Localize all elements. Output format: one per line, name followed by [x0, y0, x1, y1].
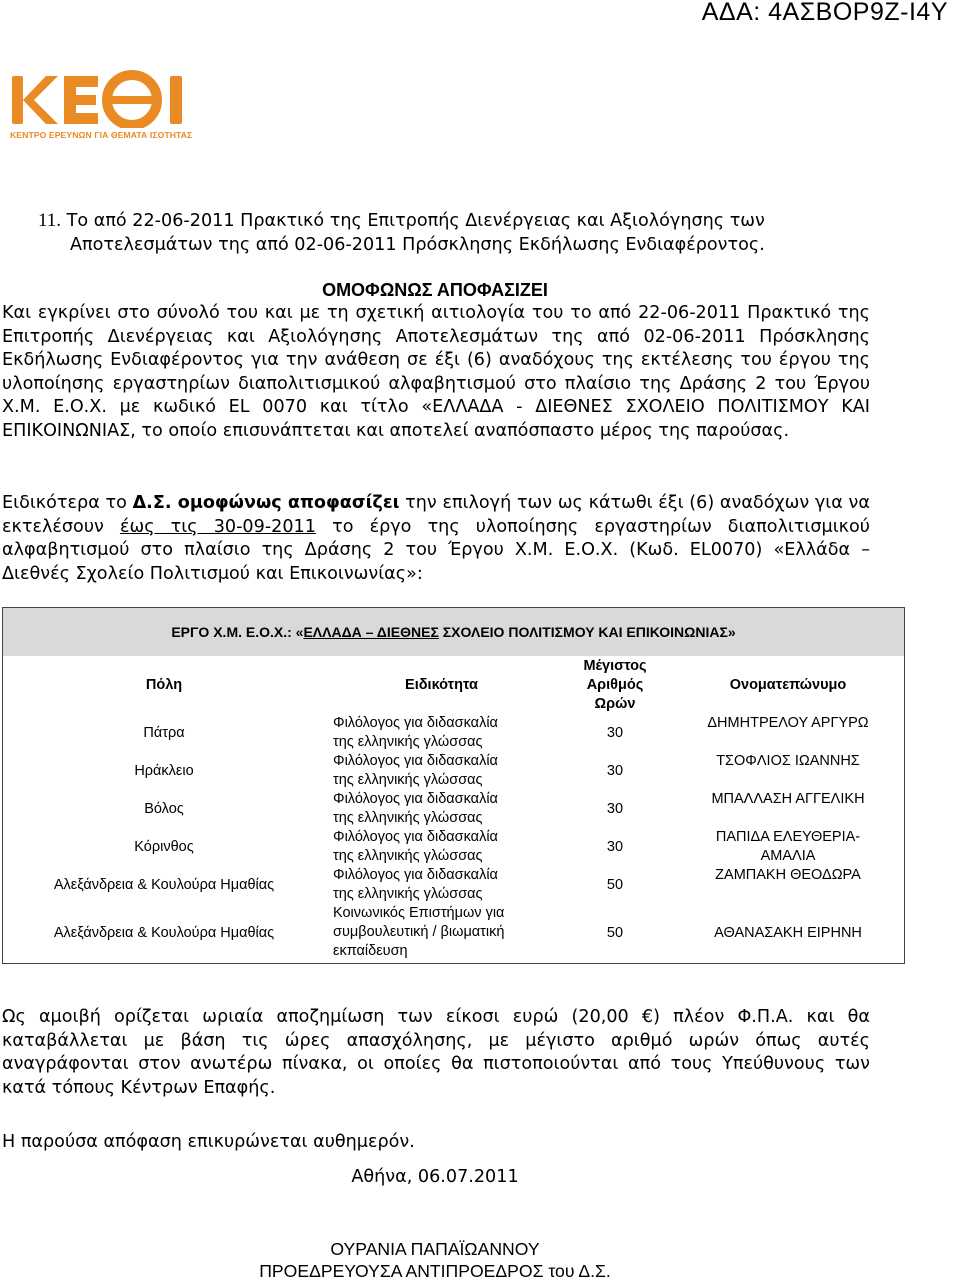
keth-logo-icon: [10, 70, 210, 128]
col-header-name: Ονοματεπώνυμο: [729, 677, 847, 693]
cell-hours: 30: [606, 839, 624, 855]
paragraph-compensation: Ως αμοιβή ορίζεται ωριαία αποζημίωση των είκοσι ευρώ (20,00 €) πλέον Φ.Π.Α. και θα καταβάλλεται με βάση τις ώρες απασχόλησης, με μέγιστο αριθμό ωρών όπως αυτές αναγράφονται στον ανωτέρω πίνακα, οι οποίες θα πιστοποιούνται από τους Υπεύθυνους των κατά τόπους Κέντρων Επαφής.: [2, 1007, 870, 1098]
p2-part3: την επιλογή των ως κάτωθι έξι (6) αναδόχων για να εκτελέσουν: [2, 493, 870, 537]
table-title-suffix: ΣΧΟΛΕΙΟ ΠΟΛΙΤΙΣΜΟΥ ΚΑΙ ΕΠΙΚΟΙΝΩΝΙΑΣ»: [438, 624, 736, 640]
p2-decision-bold: Δ.Σ. ομοφώνως αποφασίζει: [132, 493, 400, 513]
cell-city: Κόρινθος: [134, 839, 194, 855]
p2-deadline: έως τις 30-09-2011: [119, 516, 316, 537]
document-date: Αθήνα, 06.07.2011: [351, 1167, 519, 1187]
cell-hours: 50: [606, 925, 624, 941]
cell-specialty-l2: της ελληνικής γλώσσας: [333, 810, 483, 826]
cell-city: Αλεξάνδρεια & Κουλούρα Ημαθίας: [53, 877, 275, 893]
cell-specialty-l1: Φιλόλογος για διδασκαλία: [333, 791, 498, 807]
logo-subtitle: ΚΕΝΤΡΟ ΕΡΕΥΝΩΝ ΓΙΑ ΘΕΜΑΤΑ ΙΣΟΤΗΤΑΣ: [10, 130, 193, 140]
col-header-specialty: Ειδικότητα: [405, 677, 478, 693]
cell-specialty-l1: Φιλόλογος για διδασκαλία: [333, 867, 498, 883]
item-11: [38, 209, 873, 257]
cell-name: [672, 790, 904, 828]
paragraph-selection: [2, 492, 870, 586]
cell-name: [672, 828, 904, 866]
contractors-table: [2, 607, 905, 964]
paragraph-approval: Και εγκρίνει στο σύνολό του και με τη σχετική αιτιολογία του το από 22-06-2011 Πρακτικό της Επιτροπής Διενέργειας και Αξιολόγησης Αποτελεσμάτων της από 02-06-2011 Πρόσκλησης Εκδήλωσης Ενδιαφέροντος για την ανάθεση σε έξι (6) αναδόχους της εκτέλεσης του έργου της υλοποίησης εργαστηρίων διαπολιτισμικού αλφαβητισμού στο πλαίσιο της Δράσης 2 του Έργου Χ.Μ. Ε.Ο.Χ. με κωδικό EL 0070 και τίτλο «ΕΛΛΑΔΑ - ΔΙΕΘΝΕΣ ΣΧΟΛΕΙΟ ΠΟΛΙΤΙΣΜΟΥ ΚΑΙ ΕΠΙΚΟΙΝΩΝΙΑΣ, το οποίο επισυνάπτεται και αποτελεί αναπόσπαστο μέρος της παρούσας.: [2, 303, 870, 441]
table-row: [3, 790, 904, 828]
cell-name-l1: ΖΑΜΠΑΚΗ ΘΕΟΔΩΡΑ: [715, 867, 861, 883]
cell-name-l1: ΤΣΟΦΛΙΟΣ ΙΩΑΝΝΗΣ: [716, 753, 860, 769]
table-title-underlined: ΕΛΛΑΔΑ – ΔΙΕΘΝΕΣ: [303, 624, 439, 640]
table-row: [3, 714, 904, 752]
item-11-line1: Το από 22-06-2011 Πρακτικό της Επιτροπής Διενέργειας και Αξιολόγησης των: [66, 211, 765, 231]
cell-specialty-l2: της ελληνικής γλώσσας: [333, 772, 483, 788]
cell-specialty: [325, 866, 558, 904]
p2-part5: το έργο της υλοποίησης εργαστηρίων διαπολιτισμικού αλφαβητισμού στο πλαίσιο της Δράσης 2 του Έργου Χ.Μ. Ε.Ο.Χ. (Κωδ. EL0070) «Ελλάδα – Διεθνές Σχολείο Πολιτισμού και Επικοινωνίας»:: [2, 516, 870, 584]
cell-name: [672, 714, 904, 752]
cell-hours: 30: [606, 763, 624, 779]
cell-specialty-l2: συμβουλευτική / βιωματική: [333, 924, 505, 940]
cell-specialty-l1: Φιλόλογος για διδασκαλία: [333, 715, 498, 731]
col-header-hours: [558, 656, 672, 714]
cell-specialty: [325, 828, 558, 866]
cell-specialty-l1: Φιλόλογος για διδασκαλία: [333, 829, 498, 845]
table-row: [3, 828, 904, 866]
cell-hours: 30: [606, 725, 624, 741]
cell-specialty: [325, 790, 558, 828]
cell-specialty-l1: Φιλόλογος για διδασκαλία: [333, 753, 498, 769]
col-header-hours-2: Αριθμός: [586, 676, 644, 693]
cell-city: Βόλος: [144, 801, 184, 817]
table-row: [3, 866, 904, 904]
keth-logo: [10, 70, 210, 142]
signature-name: ΟΥΡΑΝΙΑ ΠΑΠΑΪΩΑΝΝΟΥ: [330, 1239, 540, 1259]
table-row: [3, 904, 904, 962]
cell-specialty-l2: της ελληνικής γλώσσας: [333, 734, 483, 750]
cell-city: Πάτρα: [143, 725, 185, 741]
ada-code: ΑΔΑ: 4ΑΣΒΟΡ9Ζ-Ι4Υ: [701, 0, 948, 26]
cell-name-l1: ΔΗΜΗΤΡΕΛΟΥ ΑΡΓΥΡΩ: [707, 715, 869, 731]
cell-name-l2: ΑΜΑΛΙΑ: [760, 848, 816, 864]
cell-specialty-l2: της ελληνικής γλώσσας: [333, 848, 483, 864]
table-title-prefix: ΕΡΓΟ Χ.Μ. Ε.Ο.Χ.: «: [171, 624, 304, 640]
decision-heading: ΟΜΟΦΩΝΩΣ ΑΠΟΦΑΣΙΖΕΙ: [322, 280, 548, 300]
table-body: [3, 656, 904, 962]
p2-part1: Ειδικότερα το: [2, 493, 133, 513]
cell-name-l1: ΜΠΑΛΛΑΣΗ ΑΓΓΕΛΙΚΗ: [711, 791, 865, 807]
cell-specialty-l2: της ελληνικής γλώσσας: [333, 886, 483, 902]
cell-name: [672, 866, 904, 904]
cell-name-l1: ΠΑΠΙΔΑ ΕΛΕΥΘΕΡΙΑ-: [715, 829, 861, 845]
cell-specialty: [325, 714, 558, 752]
cell-specialty-l3: εκπαίδευση: [333, 943, 408, 959]
table-title: [3, 608, 904, 656]
signature-title: ΠΡΟΕΔΡΕΥΟΥΣΑ ΑΝΤΙΠΡΟΕΔΡΟΣ του Δ.Σ.: [259, 1261, 611, 1281]
cell-hours: 30: [606, 801, 624, 817]
item-11-line2: Αποτελεσμάτων της από 02-06-2011 Πρόσκλησης Εκδήλωσης Ενδιαφέροντος.: [70, 234, 765, 255]
table-header-row: [3, 656, 904, 714]
paragraph-ratification: Η παρούσα απόφαση επικυρώνεται αυθημερόν.: [2, 1132, 415, 1152]
item-number: 11.: [38, 210, 62, 231]
cell-city: Αλεξάνδρεια & Κουλούρα Ημαθίας: [53, 925, 275, 941]
col-header-city: Πόλη: [145, 677, 183, 693]
cell-city: Ηράκλειο: [134, 763, 194, 779]
table-row: [3, 752, 904, 790]
cell-specialty: [325, 752, 558, 790]
cell-name: [672, 752, 904, 790]
col-header-hours-1: Μέγιστος: [583, 657, 647, 674]
cell-specialty: [325, 904, 558, 962]
cell-hours: 50: [606, 877, 624, 893]
cell-specialty-l1: Κοινωνικός Επιστήμων για: [333, 905, 505, 921]
col-header-hours-3: Ωρών: [594, 695, 636, 712]
cell-name: ΑΘΑΝΑΣΑΚΗ ΕΙΡΗΝΗ: [714, 924, 862, 941]
